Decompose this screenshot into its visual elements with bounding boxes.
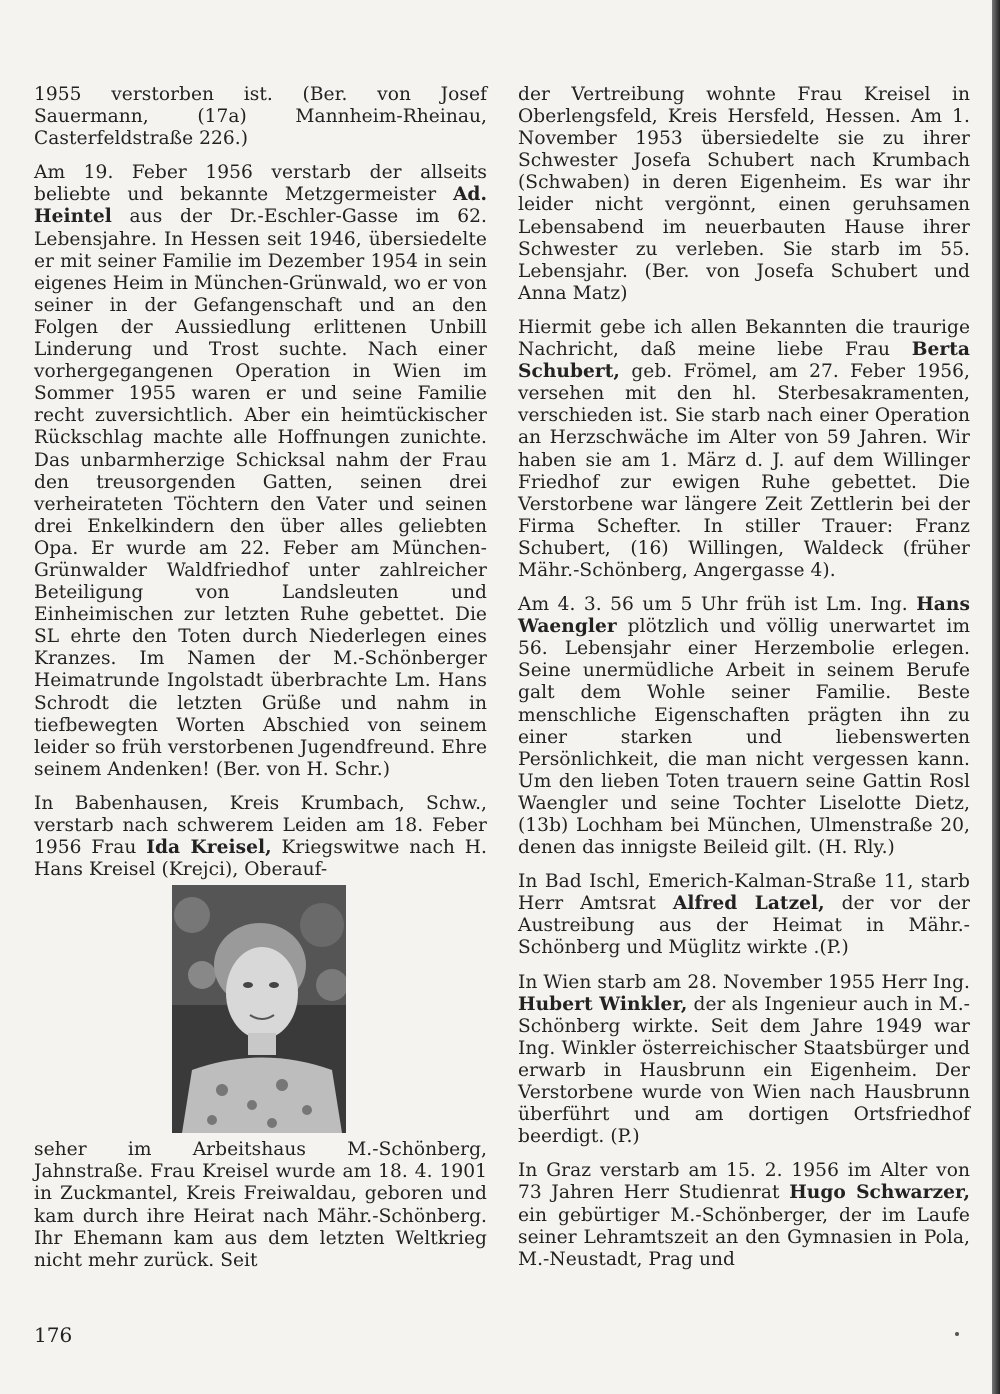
paragraph-text: seher im Arbeitshaus M.-Schönberg, Jahnstraße. Frau Kreisel wurde am 18. 4. 1901 in Zuckmantel, Kreis Freiwaldau, geboren und kam durch ihre Heirat nach Mähr.-Schönberg. Ihr Ehemann kam aus dem letzten Weltkrieg nicht mehr zurück. Seit	[34, 1139, 487, 1271]
obituary-kreisel	[34, 793, 487, 881]
paragraph-text: aus der Dr.-Eschler-Gasse im 62. Lebensjahre. In Hessen seit 1946, übersiedelte er mit seiner Familie im Dezember 1954 in sein eigenes Heim in München-Grünwald, wo er von seiner in der Gefangenschaft und an den Folgen der Aussiedlung erlittenen Unbill Linderung und Trost suchte. Nach einer vorhergegangenen Operation in Wien im Sommer 1955 waren er und seine Familie recht zuversichtlich. Aber ein heimtückischer Rückschlag machte alle Hoffnungen zunichte. Das unbarmherzige Schicksal nahm der Frau den treusorgenden Gatten, seinen drei verheirateten Töchtern den Vater und seinen drei Enkelkindern den über alles geliebten Opa. Er wurde am 22. Feber am München-Grünwalder Waldfriedhof unter zahlreicher Beteiligung von Landsleuten und Einheimischen zur letzten Ruhe gebettet. Die SL ehrte den Toten durch Niederlegen eines Kranzes. Im Namen der M.-Schönberger Heimatrunde Ingolstadt überbrachte Lm. Hans Schrodt die letzten Grüße und nahm in tiefbewegten Worten Abschied von seinem leider so früh verstorbenen Jugendfreund. Ehre seinem Andenken! (Ber. von H. Schr.)	[34, 206, 487, 780]
deceased-name: Ad. Heintel	[34, 184, 487, 228]
left-column	[34, 84, 487, 1284]
deceased-name: Ida Kreisel,	[146, 837, 272, 859]
obituary-latzel	[518, 871, 970, 959]
paragraph-text: Am 4. 3. 56 um 5 Uhr früh ist Lm. Ing.	[518, 594, 917, 616]
deceased-name: Berta Schubert,	[518, 339, 970, 383]
deceased-name: Hugo Schwarzer,	[789, 1182, 971, 1204]
deceased-name: Hans Waengler	[518, 594, 970, 638]
paragraph-text: Am 19. Feber 1956 verstarb der allseits beliebte und bekannte Metzgermeister	[34, 162, 487, 206]
paragraph-text: der Vertreibung wohnte Frau Kreisel in Oberlengsfeld, Kreis Hersfeld, Hessen. Am 1. November 1953 übersiedelte sie zu ihrer Schwester Josefa Schubert nach Krumbach (Schwaben) in deren Eigenheim. Es war ihr leider nicht vergönnt, einen geruhsamen Lebensabend im neuerbauten Hause ihrer Schwester zu verleben. Sie starb im 55. Lebensjahr. (Ber. von Josefa Schubert und Anna Matz)	[518, 84, 970, 304]
obituary-winkler	[518, 972, 970, 1149]
paragraph-text: 1955 verstorben ist. (Ber. von Josef Sauermann, (17a) Mannheim-Rheinau, Casterfeldstraße 226.)	[34, 84, 487, 150]
page-edge-shadow	[992, 0, 1000, 1394]
paragraph-text: In Wien starb am 28. November 1955 Herr Ing.	[518, 971, 970, 993]
deceased-name: Alfred Latzel,	[672, 893, 825, 915]
obituary-kreisel-end	[518, 84, 970, 305]
obituary-waengler	[518, 594, 970, 859]
paragraph-text: Kriegswitwe nach H. Hans Kreisel (Krejci), Oberauf-	[34, 837, 487, 881]
print-speck	[955, 1332, 959, 1336]
obituary-paragraph	[34, 84, 487, 150]
paragraph-text: Hiermit gebe ich allen Bekannten die traurige Nachricht, daß meine liebe Frau	[518, 316, 970, 361]
deceased-name: Hubert Winkler,	[518, 993, 688, 1015]
page-number: 176	[34, 1323, 73, 1347]
paragraph-text: der als Ingenieur auch in M.-Schönberg wirkte. Seit dem Jahre 1949 war Ing. Winkler österreichischer Staatsbürger und erwarb in Hausbrunn ein Eigenheim. Der Verstorbene wurde von Wien nach Hausbrunn überführt und am dortigen Ortsfriedhof beerdigt. (P.)	[518, 993, 971, 1148]
paragraph-text: der vor der Austreibung aus der Heimat in Mähr.-Schönberg und Müglitz wirkte .(P.)	[518, 893, 970, 959]
obituary-kreisel-continued	[34, 1139, 487, 1272]
paragraph-text: plötzlich und völlig unerwartet im 56. Lebensjahr einer Herzembolie erlegen. Seine unermüdliche Arbeit in seinem Berufe galt dem Wohle seiner Familie. Beste menschliche Eigenschaften prägten ihn zu einer starken und liebenswerten Persönlichkeit, die man nicht vergessen kann. Um den lieben Toten trauern seine Gattin Rosl Waengler und seine Tochter Liselotte Dietz, (13b) Lochham bei München, Ulmenstraße 20, denen das innigste Beileid gilt. (H. Rly.)	[518, 616, 970, 859]
paragraph-text: ein gebürtiger M.-Schönberger, der im Laufe seiner Lehramtszeit an den Gymnasien in Pola, M.-Neustadt, Prag und	[518, 1204, 970, 1270]
paragraph-text: In Graz verstarb am 15. 2. 1956 im Alter von 73 Jahren Herr Studienrat	[518, 1160, 970, 1204]
portrait-photo	[172, 885, 346, 1133]
paragraph-text: In Babenhausen, Kreis Krumbach, Schw., verstarb nach schwerem Leiden am 18. Feber 1956 Frau	[34, 792, 487, 859]
obituary-heintel	[34, 162, 487, 781]
obituary-schwarzer	[518, 1160, 970, 1270]
paragraph-text: geb. Frömel, am 27. Feber 1956, versehen mit den hl. Sterbesakramenten, verschieden ist. Sie starb nach einer Operation an Herzschwäche im Alter von 59 Jahren. Wir haben sie am 1. März d. J. auf dem Willinger Friedhof zur ewigen Ruhe gebettet. Die Verstorbene war längere Zeit Zettlerin bei der Firma Schefter. In stiller Trauer: Franz Schubert, (16) Willingen, Waldeck (früher Mähr.-Schönberg, Angergasse 4).	[518, 361, 970, 581]
paragraph-text: In Bad Ischl, Emerich-Kalman-Straße 11, starb Herr Amtsrat	[518, 871, 970, 915]
obituary-schubert	[518, 317, 970, 582]
right-column	[518, 84, 970, 1283]
